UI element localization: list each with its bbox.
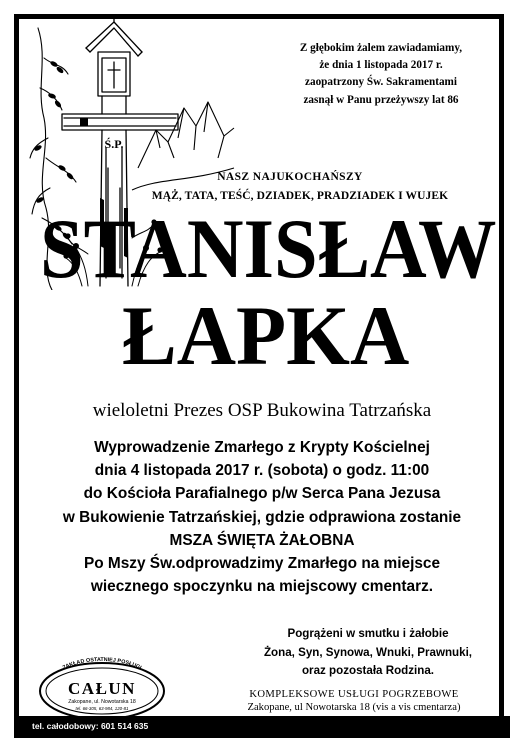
ceremony-line: Wyprowadzenie Zmarłego z Krypty Kościelnej (94, 439, 430, 456)
family-relations: MĄŻ, TATA, TEŚĆ, DZIADEK, PRADZIADEK I WUJEK (151, 190, 449, 202)
ceremony-line: Po Mszy Św.odprowadzimy Zmarłego na miejsce (83, 555, 441, 573)
ceremony-line: MSZA ŚWIĘTA ŻAŁOBNA (169, 531, 355, 549)
logo-arc-text: ZAKŁAD OSTATNIEJ POSŁUGI (61, 657, 143, 672)
logo-address: Zakopane, ul. Nowotarska 18 (68, 699, 136, 705)
mourners-line: Pogrążeni w smutku i żałobie (287, 627, 449, 640)
ceremony-line: do Kościoła Parafialnego p/w Serca Pana Jezusa (83, 485, 441, 503)
ceremony-line: wiecznego spoczynku na miejscowy cmentarz. (90, 578, 434, 596)
announcement-line: Z głębokim żalem zawiadamiamy, (299, 42, 463, 54)
mourners-line: oraz pozostała Rodzina. (301, 664, 435, 677)
mourners-block (234, 625, 502, 681)
deceased-surname: ŁAPKA (122, 288, 410, 383)
company-services: KOMPLEKSOWE USŁUGI POGRZEBOWE (249, 689, 459, 700)
funeral-company-info (204, 688, 504, 728)
footer-phone: tel. całodobowy: 601 514 635 (32, 721, 149, 731)
mourners-line: Żona, Syn, Synowa, Wnuki, Prawnuki, (263, 645, 473, 659)
death-announcement (270, 40, 492, 109)
ceremony-line: dnia 4 listopada 2017 r. (sobota) o godz. 11:00 (94, 462, 430, 480)
ceremony-details (20, 436, 504, 598)
ceremony-line: w Bukowienie Tatrzańskiej, gdzie odprawiona zostanie (62, 508, 462, 526)
cross-inscription: Ś.P. (104, 137, 124, 151)
intro-heading: NASZ NAJUKOCHAŃSZY (217, 171, 363, 183)
announcement-line: zasnął w Panu przeżywszy lat 86 (303, 93, 459, 106)
deceased-first-name: STANISŁAW (40, 201, 497, 296)
funeral-home-logo (36, 657, 168, 721)
announcement-line: że dnia 1 listopada 2017 r. (319, 59, 443, 72)
company-address: Zakopane, ul Nowotarska 18 (vis a vis cmentarza) (247, 702, 461, 714)
svg-text:ZAKŁAD OSTATNIEJ POSŁUGI (62, 657, 143, 671)
logo-phones: tel. 66-305, 63-984, 120-81 (75, 706, 129, 711)
company-phone: całodobowy tel. 798 467 667, 601 514 635 (263, 715, 445, 727)
deceased-title: wieloletni Prezes OSP Bukowina Tatrzańska (92, 400, 432, 421)
logo-name: CAŁUN (68, 679, 136, 698)
announcement-line: zaopatrzony Św. Sakramentami (305, 76, 457, 89)
